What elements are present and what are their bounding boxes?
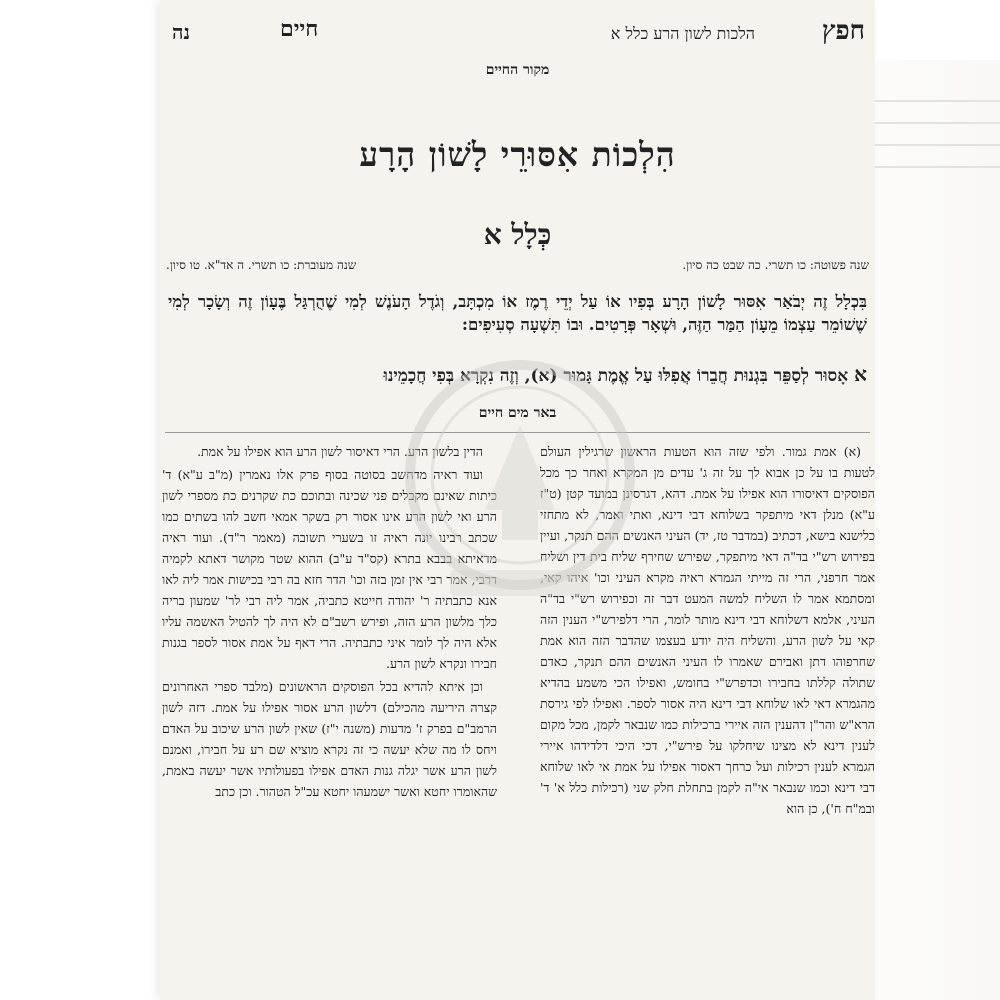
beer-mayim-chaim-heading: באר מים חיים (478, 405, 557, 421)
commentary-paragraph: הדין בלשון הרע. הרי דאיסור לשון הרע הוא אפילו על אמת. (197, 444, 483, 459)
commentary-paragraph: וכן איתא להדיא בכל הפוסקים הראשונים (מלבד ספרי האחרונים קצרה היריעה מהכילם) דלשון הרע אסור אפילו על אמת. דזה לשון הרמב"ם בפרק ז' מדעות (משנה י"ז) שאין לשון הרע שיכוב על האדם ויחס לו מה שלא יעשה כי זה נקרא מוציא שם רע על חבירו, ואמנם לשון הרע אשר יגלה גנות האדם אפילו בפעולותיו אשר יעשה באמת, שהאומרו יחטא ואשר ישמעהו יחטא עכ"ל הטהור. וכן כתב (162, 679, 497, 799)
chapter-intro: בִּכְלָל זֶה יְבֹאַר אִסּוּר לָשׁוֹן הָרָע בְּפִיו אוֹ עַל יְדֵי רֶמֶז אוֹ מִכְתָּב, וְגֹדֶל הָעֹנֶשׁ לְמִי שֶׁהֻרְגַּל בֶּעָוֹן זֶה וְשָׂכָר לְמִי שֶׁשׁוֹמֵר עַצְמוֹ מֵעָוֹן הַמַּר הַזֶּה, וּשְׁאָר פְּרָטִים. וּבוֹ תִּשְׁעָה סְעִיפִים: (168, 292, 867, 334)
header-book-name: חפץ (821, 16, 865, 46)
book-page (160, 0, 875, 1000)
seif-text: אָסוּר לְסַפֵּר בִּגְנוּת חֲבֵרוֹ אֲפִלּוּ עַל אֱמֶת גָּמוּר (א), וְזֶה נִקְרָא בְּפִי חֲכָמֵינוּ (383, 366, 849, 386)
commentary-column-left (162, 441, 497, 804)
page-number: נה (172, 20, 191, 44)
study-schedule (166, 258, 869, 278)
divider (165, 432, 870, 433)
commentary-heading: מקור החיים (485, 62, 550, 78)
schedule-simple-year: שנה פשוטה: כו תשרי. כה שבט כה סיון. (682, 258, 869, 272)
page-title: הִלְכוֹת אִסּוּרֵי לָשׁוֹן הָרָע (359, 135, 676, 174)
header-book-name-second: חיים (280, 16, 319, 42)
seif-letter: א (854, 362, 867, 386)
commentary-paragraph: (א) אמת גמור. ולפי שזה הוא הטעות הראשון שרגילין העולם לטעות בו על כן אבוא לך על זה ג' עדים מן המקרא ואחר כך מכל הפוסקים דאיסורו הוא אפילו על אמת. דהא, דגרסינן במועד קטן (ט"ז ע"א) מנלן דאי מיתפקר בשלוחא דבי דינא, ואתי ואמר, לא מתחזי כלישנא בישא, דכתיב (במדבר טז, יד) העיני האנשים ההם תנקר, ועיין בפירוש רש"י בד"ה דאי מיתפקר, שפירש שחירף שליח בית דין ושליח אמר חרפני, הרי זה מייתי הגמרא ראיה מקרא העיני וכו' איהו קאי, ומסתמא אמר לו השליח למשה המעט דבר זה וכפירוש רש"י בד"ה העיני, אלמא דשלוחא דבי דינא מותר לומר, הרי דלפירש"י הענין הזה קאי על לשון הרע, והשליח היה יודע בעצמו שהדבר הזה הוא אמת שחרפוהו דתן ואבירם שאמרו לו העיני האנשים ההם תנקר, כאדם שתולה קללתו בחבירו וכדפרש"י בחומש, ואפילו הכי משמע בהדיא מהגמרא דאי לאו שלוחא דבי דינא היה אסור לספר. ואפילו לפי גירסת הרא"ש והר"ן דהענין הזה איירי ברכילות כמו שנבאר לקמן, מכל מקום לענין דינא לא מצינו שיחלקו על פירש"י, דכי היכי דלדידהו איירי הגמרא לענין רכילות ועל כרחך דאסור אפילו על אמת אי לאו שלוחא דבי דינא וכמו שנבאר אי"ה לקמן בתחלת חלק שני (רכילות כלל א' ד' ובמ"ח ח'), כן הוא (540, 444, 875, 816)
chapter-heading: כְּלָל א (483, 218, 552, 251)
seif-paragraph (168, 362, 867, 387)
running-header (160, 16, 875, 56)
commentary-paragraph: ועוד ראיה מדחשב בסוטה בסוף פרק אלו נאמרין (מ"ב ע"א) ד' כיתות שאינם מקבלים פני שכינה ובתוכם כת שקרנים כת מספרי לשון הרע ואי לשון הרע אינו אסור רק בשקר אמאי חשב להו בשתים כמו שכתב רבינו יונה ראיה זו בשערי תשובה (מאמר ר"ד). ועוד ראיה מדאיתא בבבא בתרא (קס"ד ע"ב) ההוא שטר מקושר דאתא לקמיה דרבי, אמר רבי אין זמן בזה וכו' הדר חזא בה רבי בכישות אמר ליה לאו אנא כתבתיה ר' יהודה חייטא כתביה, אמר ליה רבי לר' שמעון בריה כלך מלשון הרע הזה, ופירש רשב"ם לא היה לך להטיל האשמה עליו אלא היה לך לומר איני כתבתיה. הרי דאף על אמת אסור לספר בגנות חבירו ונקרא לשון הרע. (162, 467, 497, 671)
schedule-leap-year: שנה מעוברת: כו תשרי. ה אד"א. טו סיון. (166, 258, 357, 272)
commentary-column-right (540, 441, 875, 821)
header-section: הלכות לשון הרע כלל א (610, 24, 755, 43)
